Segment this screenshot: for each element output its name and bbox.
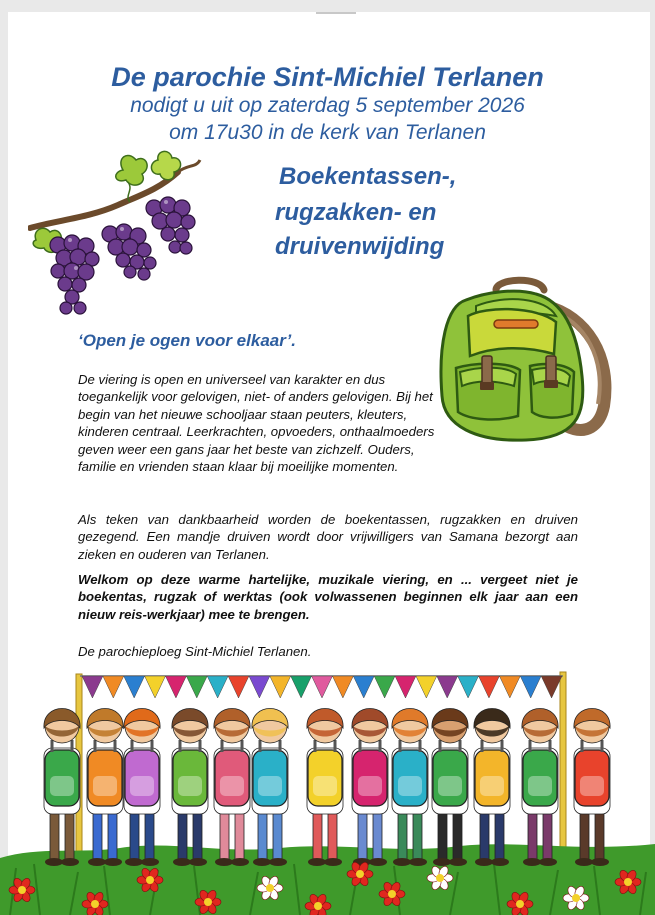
bunting-flag [499,676,520,698]
bunting-flag [186,676,207,698]
bunting-flag [374,676,395,698]
bunting-flag [103,676,124,698]
top-divider [316,12,356,14]
bunting-flag [332,676,353,698]
body-paragraph-3: Welkom op deze warme hartelijke, muzikale viering, en ... vergeet niet je boekentas, rugzak of werktas (ook volwassenen beginnen elk jaar aan een nieuw reis-werkjaar) mee te brengen. [78,572,578,622]
children-with-bunting-illustration [0,668,655,915]
bunting-flag [437,676,458,698]
bunting-flag [541,676,562,698]
motto: ‘Open je ogen voor elkaar’. [78,331,296,350]
child-figure [44,709,80,867]
bunting-flag [395,676,416,698]
bunting-flag [291,676,312,698]
bunting-flag [458,676,479,698]
child-figure [352,709,388,867]
bunting-flag [312,676,333,698]
child-figure [172,709,208,867]
bunting-flag [249,676,270,698]
bunting-flag [353,676,374,698]
event-title-line-3: druivenwijding [275,233,445,260]
bunting-flag [416,676,437,698]
event-title-line-2: rugzakken- en [275,199,437,226]
bunting-flag [479,676,500,698]
child-figure [392,709,428,867]
bunting-flag [228,676,249,698]
invite-line-2: om 17u30 in de kerk van Terlanen [169,121,486,144]
bunting-flag [82,676,103,698]
bunting-flag [165,676,186,698]
bunting-flag [207,676,228,698]
invite-line-1: nodigt u uit op zaterdag 5 september 2026 [130,94,525,117]
child-figure [252,709,288,867]
bunting-flag [270,676,291,698]
child-figure [124,709,160,867]
child-figure [214,709,250,867]
child-figure [474,709,510,867]
event-title-line-1: Boekentassen-, [279,163,457,190]
child-figure [307,709,343,867]
grapes-illustration [28,150,208,320]
body-paragraph-1: De viering is open en universeel van karakter en dus toegankelijk voor gelovigen, niet- of anders gelovigen. Bij het begin van het nieuwe schooljaar staan peuters, kleuters, kinderen centraal. Leerkrachten, opvoeders, onthaalmoeders geven weer een gans jaar het beste van zichzelf. Ouders, familie en vrienden staan klaar bij moeilijke momenten. [78,372,435,475]
bunting-flag [520,676,541,698]
flyer-title: De parochie Sint-Michiel Terlanen [111,62,544,92]
children-group [44,709,610,867]
child-figure [522,709,558,867]
bunting-flag [145,676,166,698]
body-paragraph-2: Als teken van dankbaarheid worden de boekentassen, rugzakken en druiven gezegend. Een mandje druiven wordt door vrijwilligers van Samana bezorgt aan zieken en ouderen van Terlanen. [78,512,578,562]
signature: De parochieploeg Sint-Michiel Terlanen. [78,644,312,659]
backpack-illustration [436,276,616,446]
bunting-flag [124,676,145,698]
child-figure [87,709,123,867]
bunting-flags [82,676,562,698]
child-figure [432,709,468,867]
child-figure [574,709,610,867]
